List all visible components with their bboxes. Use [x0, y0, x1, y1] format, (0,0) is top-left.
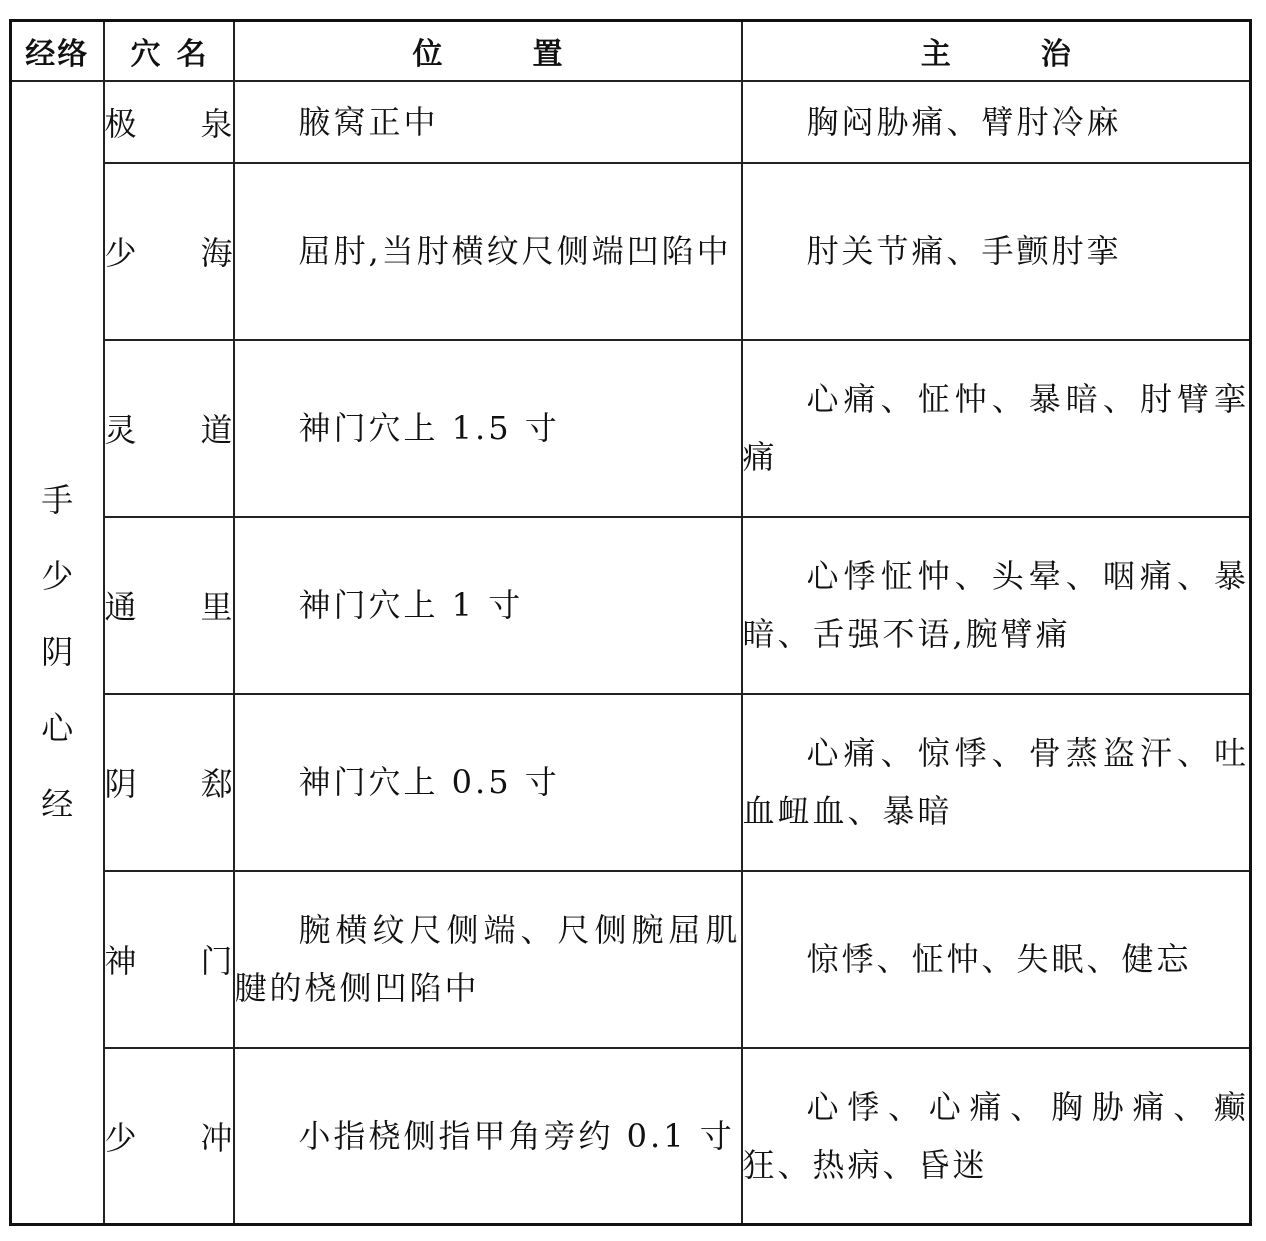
header-point-name-char-1: 穴 — [130, 36, 161, 72]
meridian-cell — [11, 81, 104, 1225]
point-name-char: 少 — [104, 1118, 137, 1157]
point-name-char: 少 — [104, 234, 137, 272]
point-name-char: 冲 — [200, 1118, 233, 1157]
point-name-char: 通 — [104, 588, 137, 626]
meridian-char: 经 — [41, 785, 74, 824]
table-row — [11, 81, 1251, 163]
location-cell: 神门穴上 0.5 寸 — [234, 694, 742, 871]
point-name-char: 道 — [200, 411, 233, 449]
point-name-char: 郄 — [200, 765, 233, 803]
table-row — [11, 340, 1251, 517]
point-name-char: 泉 — [200, 104, 233, 143]
point-name-cell — [104, 871, 234, 1048]
point-name-cell — [104, 340, 234, 517]
indication-cell: 胸闷胁痛、臂肘冷麻 — [742, 81, 1251, 163]
meridian-char: 手 — [41, 481, 74, 520]
indication-cell: 惊悸、怔忡、失眠、健忘 — [742, 871, 1251, 1048]
indication-cell: 肘关节痛、手颤肘挛 — [742, 163, 1251, 340]
meridian-char: 阴 — [41, 633, 74, 672]
table-row — [11, 1048, 1251, 1225]
location-cell: 腋窝正中 — [234, 81, 742, 163]
point-name-cell — [104, 517, 234, 694]
acupoint-table — [9, 19, 1252, 1226]
table-row — [11, 871, 1251, 1048]
point-name-cell — [104, 1048, 234, 1225]
header-location-char-1: 位 — [412, 36, 443, 72]
meridian-char: 少 — [41, 557, 74, 596]
indication-cell: 心痛、怔忡、暴暗、肘臂挛痛 — [742, 340, 1251, 517]
header-indication-char-2: 治 — [1040, 36, 1071, 72]
location-cell: 小指桡侧指甲角旁约 0.1 寸 — [234, 1048, 742, 1225]
location-cell: 神门穴上 1.5 寸 — [234, 340, 742, 517]
point-name-char: 里 — [200, 588, 233, 626]
header-point-name-char-2: 名 — [176, 36, 207, 72]
point-name-char: 门 — [200, 942, 233, 980]
header-indication-char-1: 主 — [920, 36, 951, 72]
indication-cell: 心悸怔忡、头晕、咽痛、暴暗、舌强不语,腕臂痛 — [742, 517, 1251, 694]
table-row — [11, 517, 1251, 694]
table-row — [11, 163, 1251, 340]
point-name-char: 海 — [200, 234, 233, 272]
point-name-cell — [104, 163, 234, 340]
header-point-name — [104, 21, 234, 81]
point-name-char: 极 — [104, 104, 137, 143]
indication-cell: 心悸、心痛、胸胁痛、癫狂、热病、昏迷 — [742, 1048, 1251, 1225]
table-row — [11, 694, 1251, 871]
point-name-cell — [104, 694, 234, 871]
point-name-char: 阴 — [104, 765, 137, 803]
meridian-char: 心 — [41, 709, 74, 748]
point-name-char: 灵 — [104, 411, 137, 449]
point-name-char: 神 — [104, 942, 137, 980]
header-location-char-2: 置 — [532, 36, 563, 72]
header-row — [11, 21, 1251, 81]
header-meridian: 经络 — [11, 21, 104, 81]
header-indication — [742, 21, 1251, 81]
location-cell: 神门穴上 1 寸 — [234, 517, 742, 694]
location-cell: 腕横纹尺侧端、尺侧腕屈肌腱的桡侧凹陷中 — [234, 871, 742, 1048]
point-name-cell — [104, 81, 234, 163]
header-location — [234, 21, 742, 81]
location-cell: 屈肘,当肘横纹尺侧端凹陷中 — [234, 163, 742, 340]
indication-cell: 心痛、惊悸、骨蒸盗汗、吐血衄血、暴暗 — [742, 694, 1251, 871]
